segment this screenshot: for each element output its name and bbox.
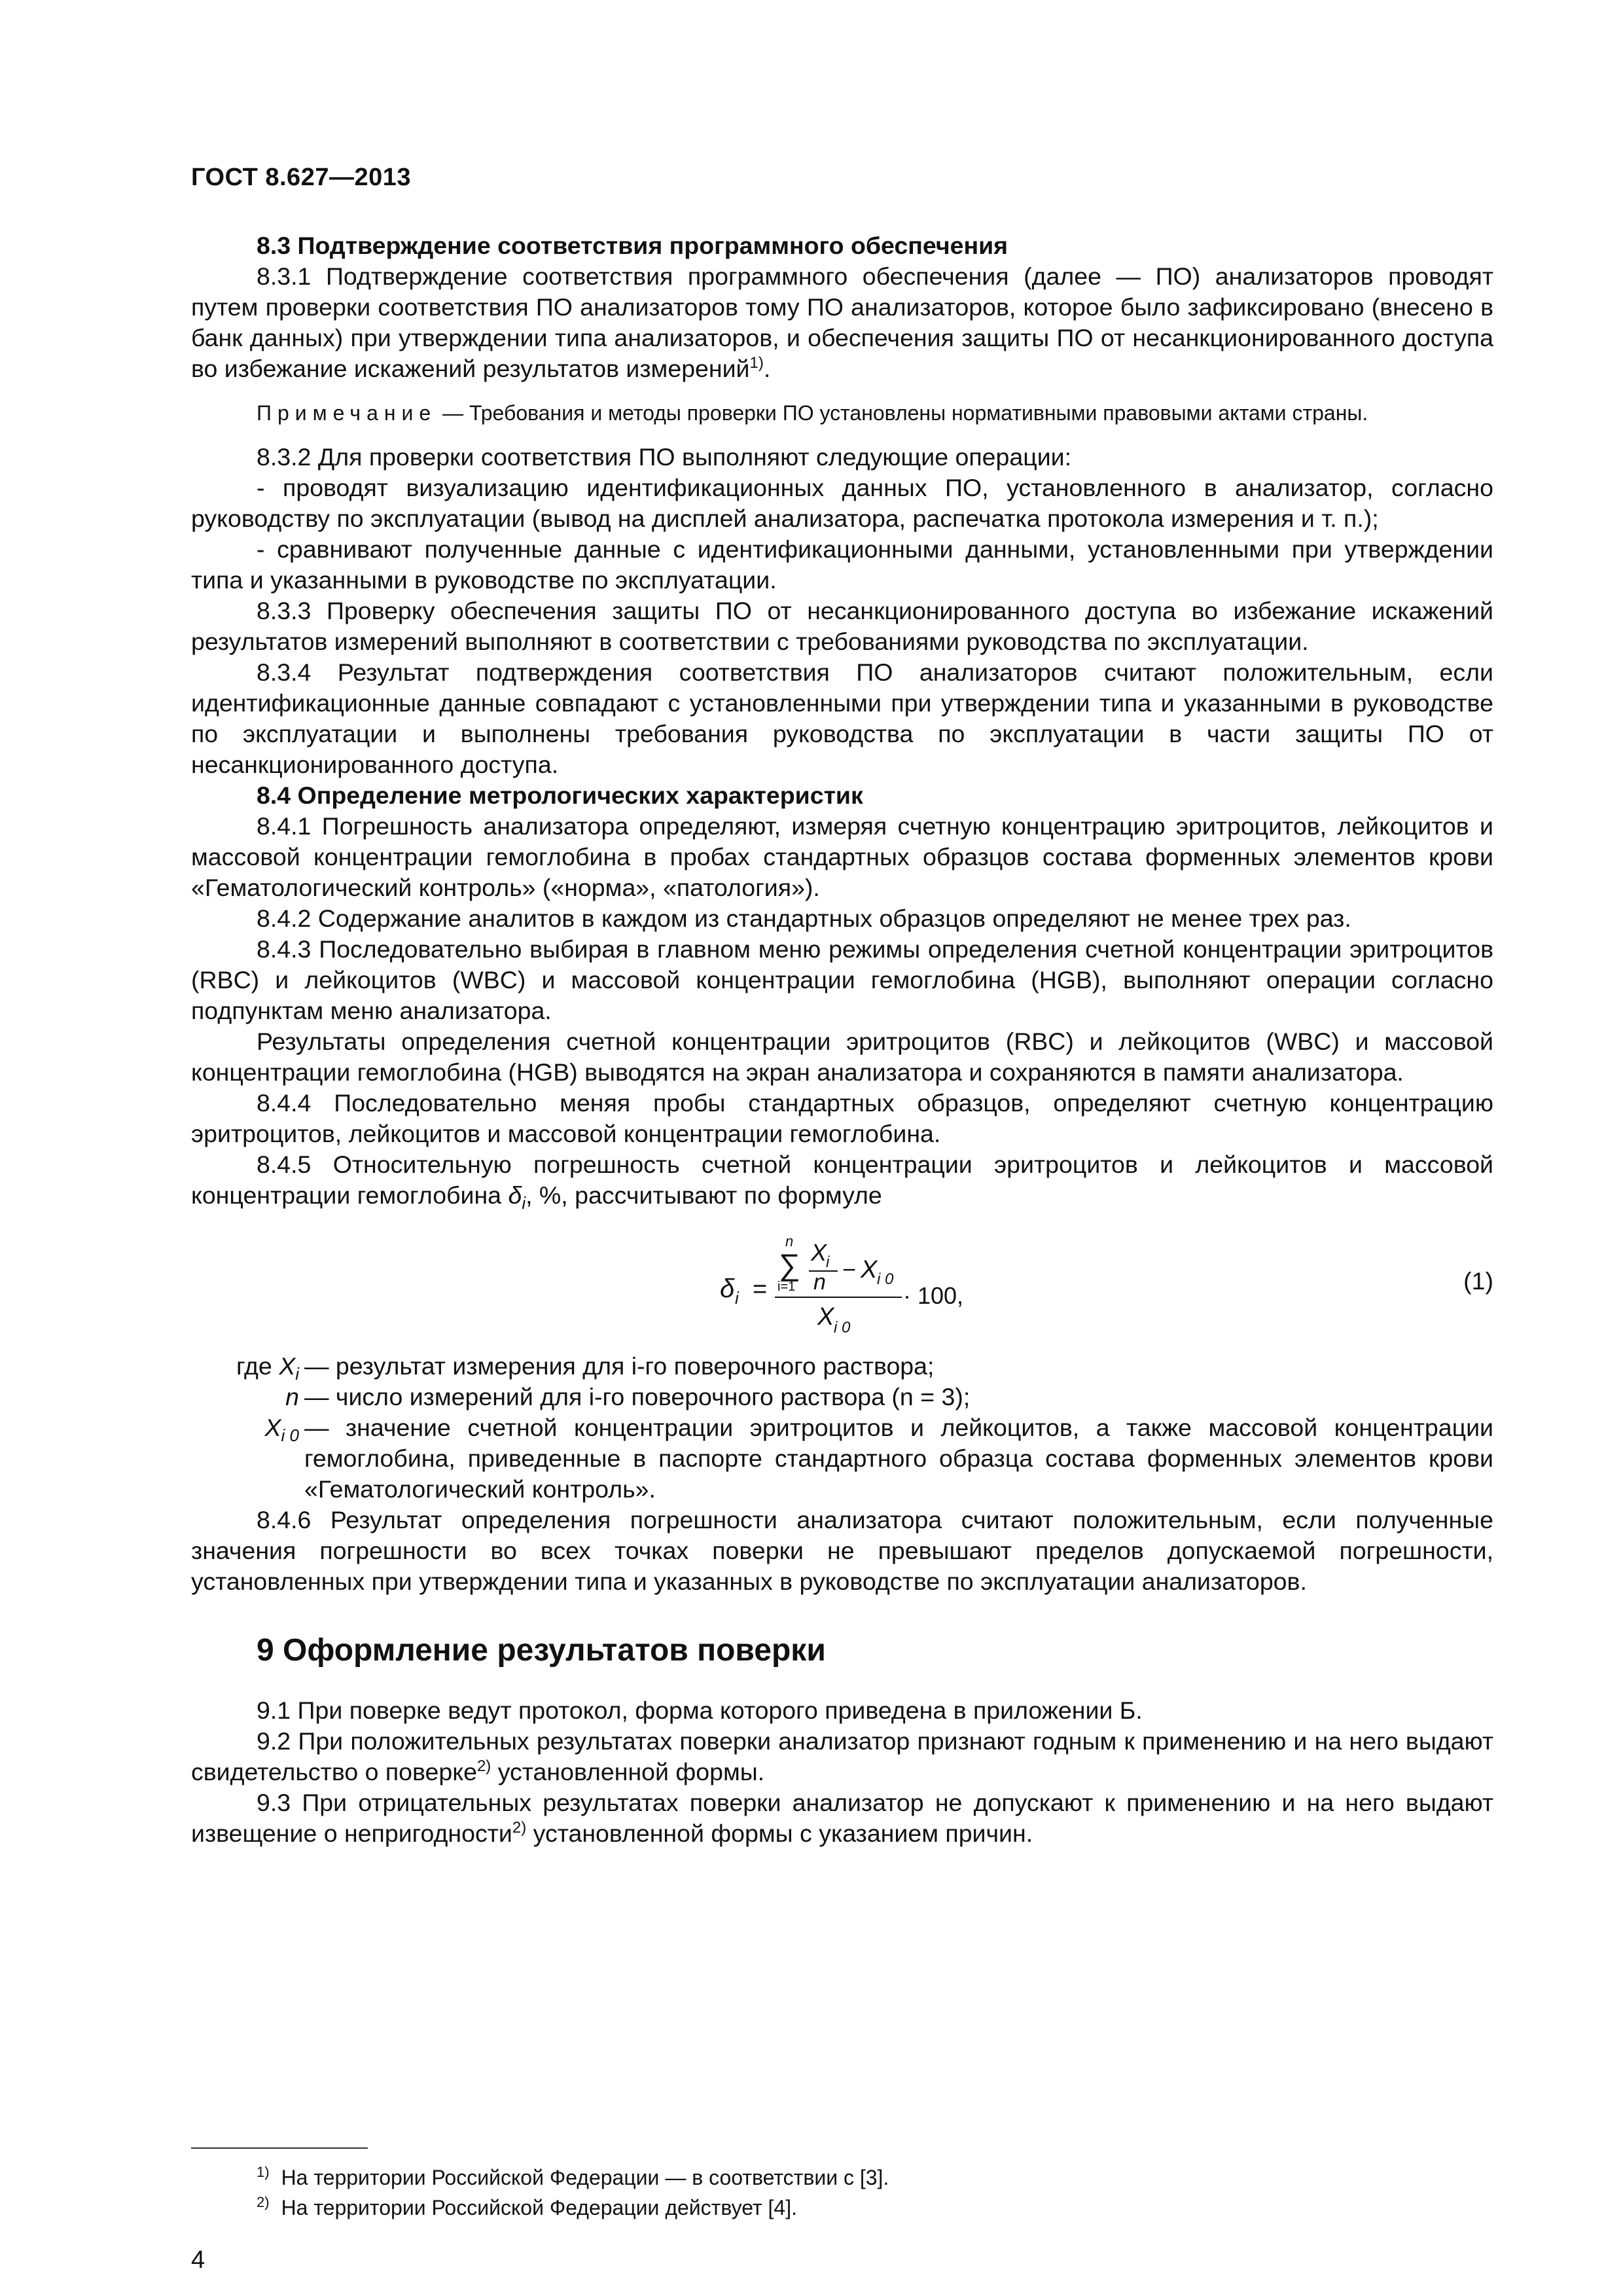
formula-times-100: · 100,: [903, 1282, 964, 1309]
formula-1: [191, 1215, 1493, 1343]
paragraph-text-end: установленной формы с указанием причин.: [526, 1820, 1033, 1847]
delta-symbol: δ: [508, 1181, 522, 1209]
formula-graphic: [191, 1215, 1493, 1343]
paragraph-9-3: [191, 1787, 1493, 1849]
note-label: Примечание: [257, 401, 437, 425]
definition-text: — число измерений для i-го поверочного раствора (n = 3);: [304, 1383, 971, 1410]
paragraph-text-end: , %, рассчитывают по формуле: [526, 1181, 882, 1209]
definition-xi: [191, 1351, 1493, 1382]
paragraph-text: 9.3 При отрицательных результатах поверки анализатор не допускают к применению и на него выдают извещение о непригодности: [191, 1789, 1493, 1847]
formula-frac-numerator: X: [811, 1239, 827, 1266]
list-item: - проводят визуализацию идентификационных данных ПО, установленного в анализатор, согласно руководству по эксплуатации (вывод на дисплей анализатора, распечатка протокола измерения и т. п.);: [191, 474, 1493, 532]
footnote-text: На территории Российской Федерации действует [4].: [281, 2196, 797, 2219]
paragraph-8-3-2: 8.3.2 Для проверки соответствия ПО выполняют следующие операции:: [257, 443, 1072, 471]
definition-symbol-sub: i 0: [281, 1426, 299, 1445]
formula-delta: δ: [720, 1274, 735, 1303]
where-prefix: где: [236, 1352, 279, 1380]
formula-sum-sign: ∑: [779, 1247, 800, 1282]
paragraph-8-3-1: [191, 261, 1493, 384]
definition-n: [191, 1382, 1493, 1412]
paragraph-8-4-5: [191, 1149, 1493, 1211]
paragraph-8-3-4: 8.3.4 Результат подтверждения соответствия ПО анализаторов считают положительным, если идентификационные данные совпадают с установленными при утверждении типа и указанными в руководстве по эксплуатации и выполнены требования руководства по эксплуатации в части защиты ПО от несанкционированного доступа.: [191, 658, 1493, 778]
formula-frac-denominator: n: [813, 1270, 826, 1295]
formula-xi0: X: [861, 1256, 878, 1283]
footnote: [257, 2193, 1493, 2223]
formula-frac-numerator-sub: i: [826, 1253, 830, 1271]
formula-denominator-sub: i 0: [834, 1319, 851, 1336]
definition-symbol: n: [285, 1383, 299, 1410]
definition-text: — значение счетной концентрации эритроцитов и лейкоцитов, а также массовой концентрации гемоглобина, приведенные в паспорте стандартного образца состава форменных элементов крови «Гематологический контроль».: [304, 1414, 1493, 1503]
paragraph-8-4-2: 8.4.2 Содержание аналитов в каждом из стандартных образцов определяют не менее трех раз.: [257, 905, 1351, 932]
footnote-ref-2[interactable]: 2): [512, 1819, 527, 1837]
formula-equals: =: [753, 1276, 768, 1303]
paragraph-text-end: .: [763, 355, 771, 382]
footnote-ref-2[interactable]: 2): [476, 1757, 491, 1775]
paragraph-8-4-4: 8.4.4 Последовательно меняя пробы стандартных образцов, определяют счетную концентрацию эритроцитов, лейкоцитов и массовой концентрации гемоглобина.: [191, 1089, 1493, 1147]
formula-number: (1): [1463, 1267, 1493, 1295]
paragraph-text: 9.2 При положительных результатах поверки анализатор признают годным к применению и на него выдают свидетельство о поверке: [191, 1727, 1493, 1785]
paragraph-9-1: 9.1 При поверке ведут протокол, форма которого приведена в приложении Б.: [257, 1696, 1143, 1724]
footnote-ref-1[interactable]: 1): [749, 354, 764, 372]
formula-sum-upper: n: [785, 1233, 794, 1249]
paragraph-8-4-3-results: Результаты определения счетной концентрации эритроцитов (RBC) и лейкоцитов (WBC) и массовой концентрации гемоглобина (HGB) выводятся на экран анализатора и сохраняются в памяти анализатора.: [191, 1028, 1493, 1086]
footnote-mark: 2): [257, 2194, 270, 2210]
list-item: - сравнивают полученные данные с идентификационными данными, установленными при утверждении типа и указанными в руководстве по эксплуатации.: [191, 535, 1493, 594]
paragraph-8-4-1: 8.4.1 Погрешность анализатора определяют, измеряя счетную концентрацию эритроцитов, лейкоцитов и массовой концентрации гемоглобина в пробах стандартных образцов состава форменных элементов крови «Гематологический контроль» («норма», «патология»).: [191, 812, 1493, 901]
formula-xi0-sub: i 0: [877, 1270, 894, 1288]
formula-denominator: X: [817, 1303, 834, 1331]
footnote: [257, 2162, 1493, 2193]
page-number: 4: [191, 2246, 205, 2274]
note-text: — Требования и методы проверки ПО установлены нормативными правовыми актами страны.: [437, 401, 1368, 425]
definition-symbol-sub: i: [295, 1364, 299, 1384]
delta-subscript: i: [522, 1193, 526, 1213]
definition-symbol: X: [264, 1414, 281, 1441]
paragraph-8-4-6: 8.4.6 Результат определения погрешности анализатора считают положительным, если полученные значения погрешности во всех точках поверки не превышают пределов допускаемой погрешности, установленных при утверждении типа и указанных в руководстве по эксплуатации анализаторов.: [191, 1506, 1493, 1595]
formula-sum-lower: i=1: [777, 1280, 796, 1294]
paragraph-8-3-3: 8.3.3 Проверку обеспечения защиты ПО от несанкционированного доступа во избежание искажений результатов измерений выполняют в соответствии с требованиями руководства по эксплуатации.: [191, 597, 1493, 655]
section-heading-9: 9 Оформление результатов поверки: [257, 1633, 826, 1668]
definition-text: — результат измерения для i-го поверочного раствора;: [304, 1352, 935, 1380]
paragraph-8-4-3: 8.4.3 Последовательно выбирая в главном меню режимы определения счетной концентрации эритроцитов (RBC) и лейкоцитов (WBC) и массовой концентрации гемоглобина (HGB), выполняют операции согласно подпунктам меню анализатора.: [191, 935, 1493, 1024]
section-heading-8-4: 8.4 Определение метрологических характеристик: [257, 781, 863, 809]
standard-designation: ГОСТ 8.627—2013: [191, 164, 411, 191]
paragraph-text: 8.3.1 Подтверждение соответствия программного обеспечения (далее — ПО) анализаторов проводят путем проверки соответствия ПО анализаторов тому ПО анализаторов, которое было зафиксировано (внесено в банк данных) при утверждении типа анализаторов, и обеспечения защиты ПО от несанкционированного доступа во избежание искажений результатов измерений: [191, 262, 1493, 382]
definition-symbol: X: [279, 1352, 296, 1380]
footnote-mark: 1): [257, 2164, 270, 2180]
formula-minus: −: [842, 1256, 857, 1283]
footnote-divider: [191, 2147, 368, 2149]
note: [191, 397, 1493, 429]
paragraph-text-end: установленной формы.: [491, 1758, 765, 1785]
paragraph-text: 8.4.5 Относительную погрешность счетной концентрации эритроцитов и лейкоцитов и массовой концентрации гемоглобина: [191, 1151, 1493, 1209]
definition-xi0: [191, 1412, 1493, 1505]
footnote-text: На территории Российской Федерации — в соответствии с [3].: [281, 2166, 889, 2189]
footnotes: [257, 2162, 1493, 2223]
formula-delta-sub: i: [735, 1288, 739, 1308]
section-heading-8-3: 8.3 Подтверждение соответствия программного обеспечения: [257, 232, 1008, 259]
paragraph-9-2: [191, 1726, 1493, 1787]
body-text: [191, 230, 1493, 1849]
